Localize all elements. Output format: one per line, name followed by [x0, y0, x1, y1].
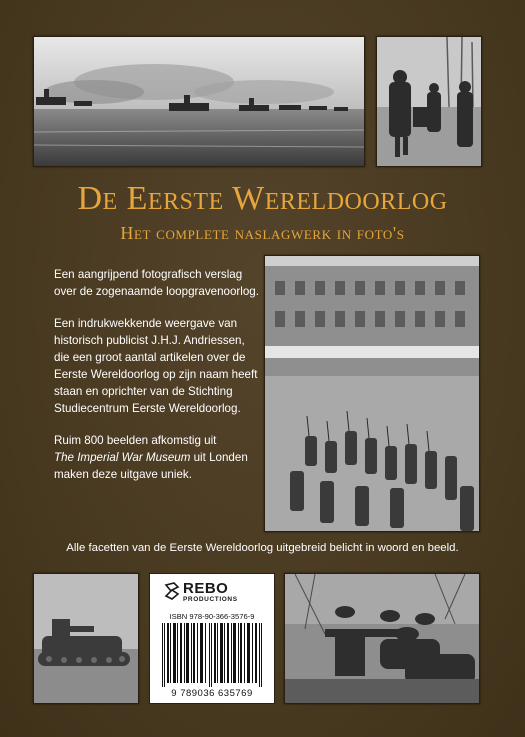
publisher-name: REBO [183, 580, 229, 597]
battleships-at-sea-photo [33, 36, 365, 167]
barcode-panel [149, 573, 275, 704]
isbn-number: ISBN 978-90-366-3576-9 [169, 612, 255, 621]
book-subtitle: Het complete naslagwerk in foto's [120, 223, 405, 243]
description-text [54, 266, 260, 498]
marching-soldiers-street-photo [376, 36, 482, 167]
rebo-logo-icon [164, 582, 180, 600]
machine-gun-crew-photo [284, 573, 480, 704]
paragraph-3-start: Ruim 800 beelden afkomstig uit [54, 434, 217, 447]
barcode [162, 623, 262, 687]
description-paragraph-1: Een aangrijpend fotografisch verslag over de zogenaamde loopgravenoorlog. [54, 268, 259, 298]
description-paragraph-2: Een indrukwekkende weergave van historisch publicist J.H.J. Andriessen, die een groot aantal artikelen over de Eerste Wereldoorlog op zijn naam heeft staan en oprichter van de Stichting Studiecentrum Eerste Wereldoorlog. [54, 317, 258, 415]
ean-number: 9 789036 635769 [171, 688, 253, 699]
source-title: The Imperial War Museum [54, 451, 191, 464]
paragraph-3-end: uit Londen maken deze uitgave uniek. [54, 451, 248, 481]
tank-photo [33, 573, 139, 704]
publisher-subname: PRODUCTIONS [183, 596, 238, 603]
troops-parading-city-photo [264, 255, 480, 532]
description-paragraph-3 [54, 432, 260, 483]
tagline: Alle facetten van de Eerste Wereldoorlog uitgebreid belicht in woord en beeld. [66, 542, 459, 554]
book-title: De Eerste Wereldoorlog [77, 180, 448, 217]
